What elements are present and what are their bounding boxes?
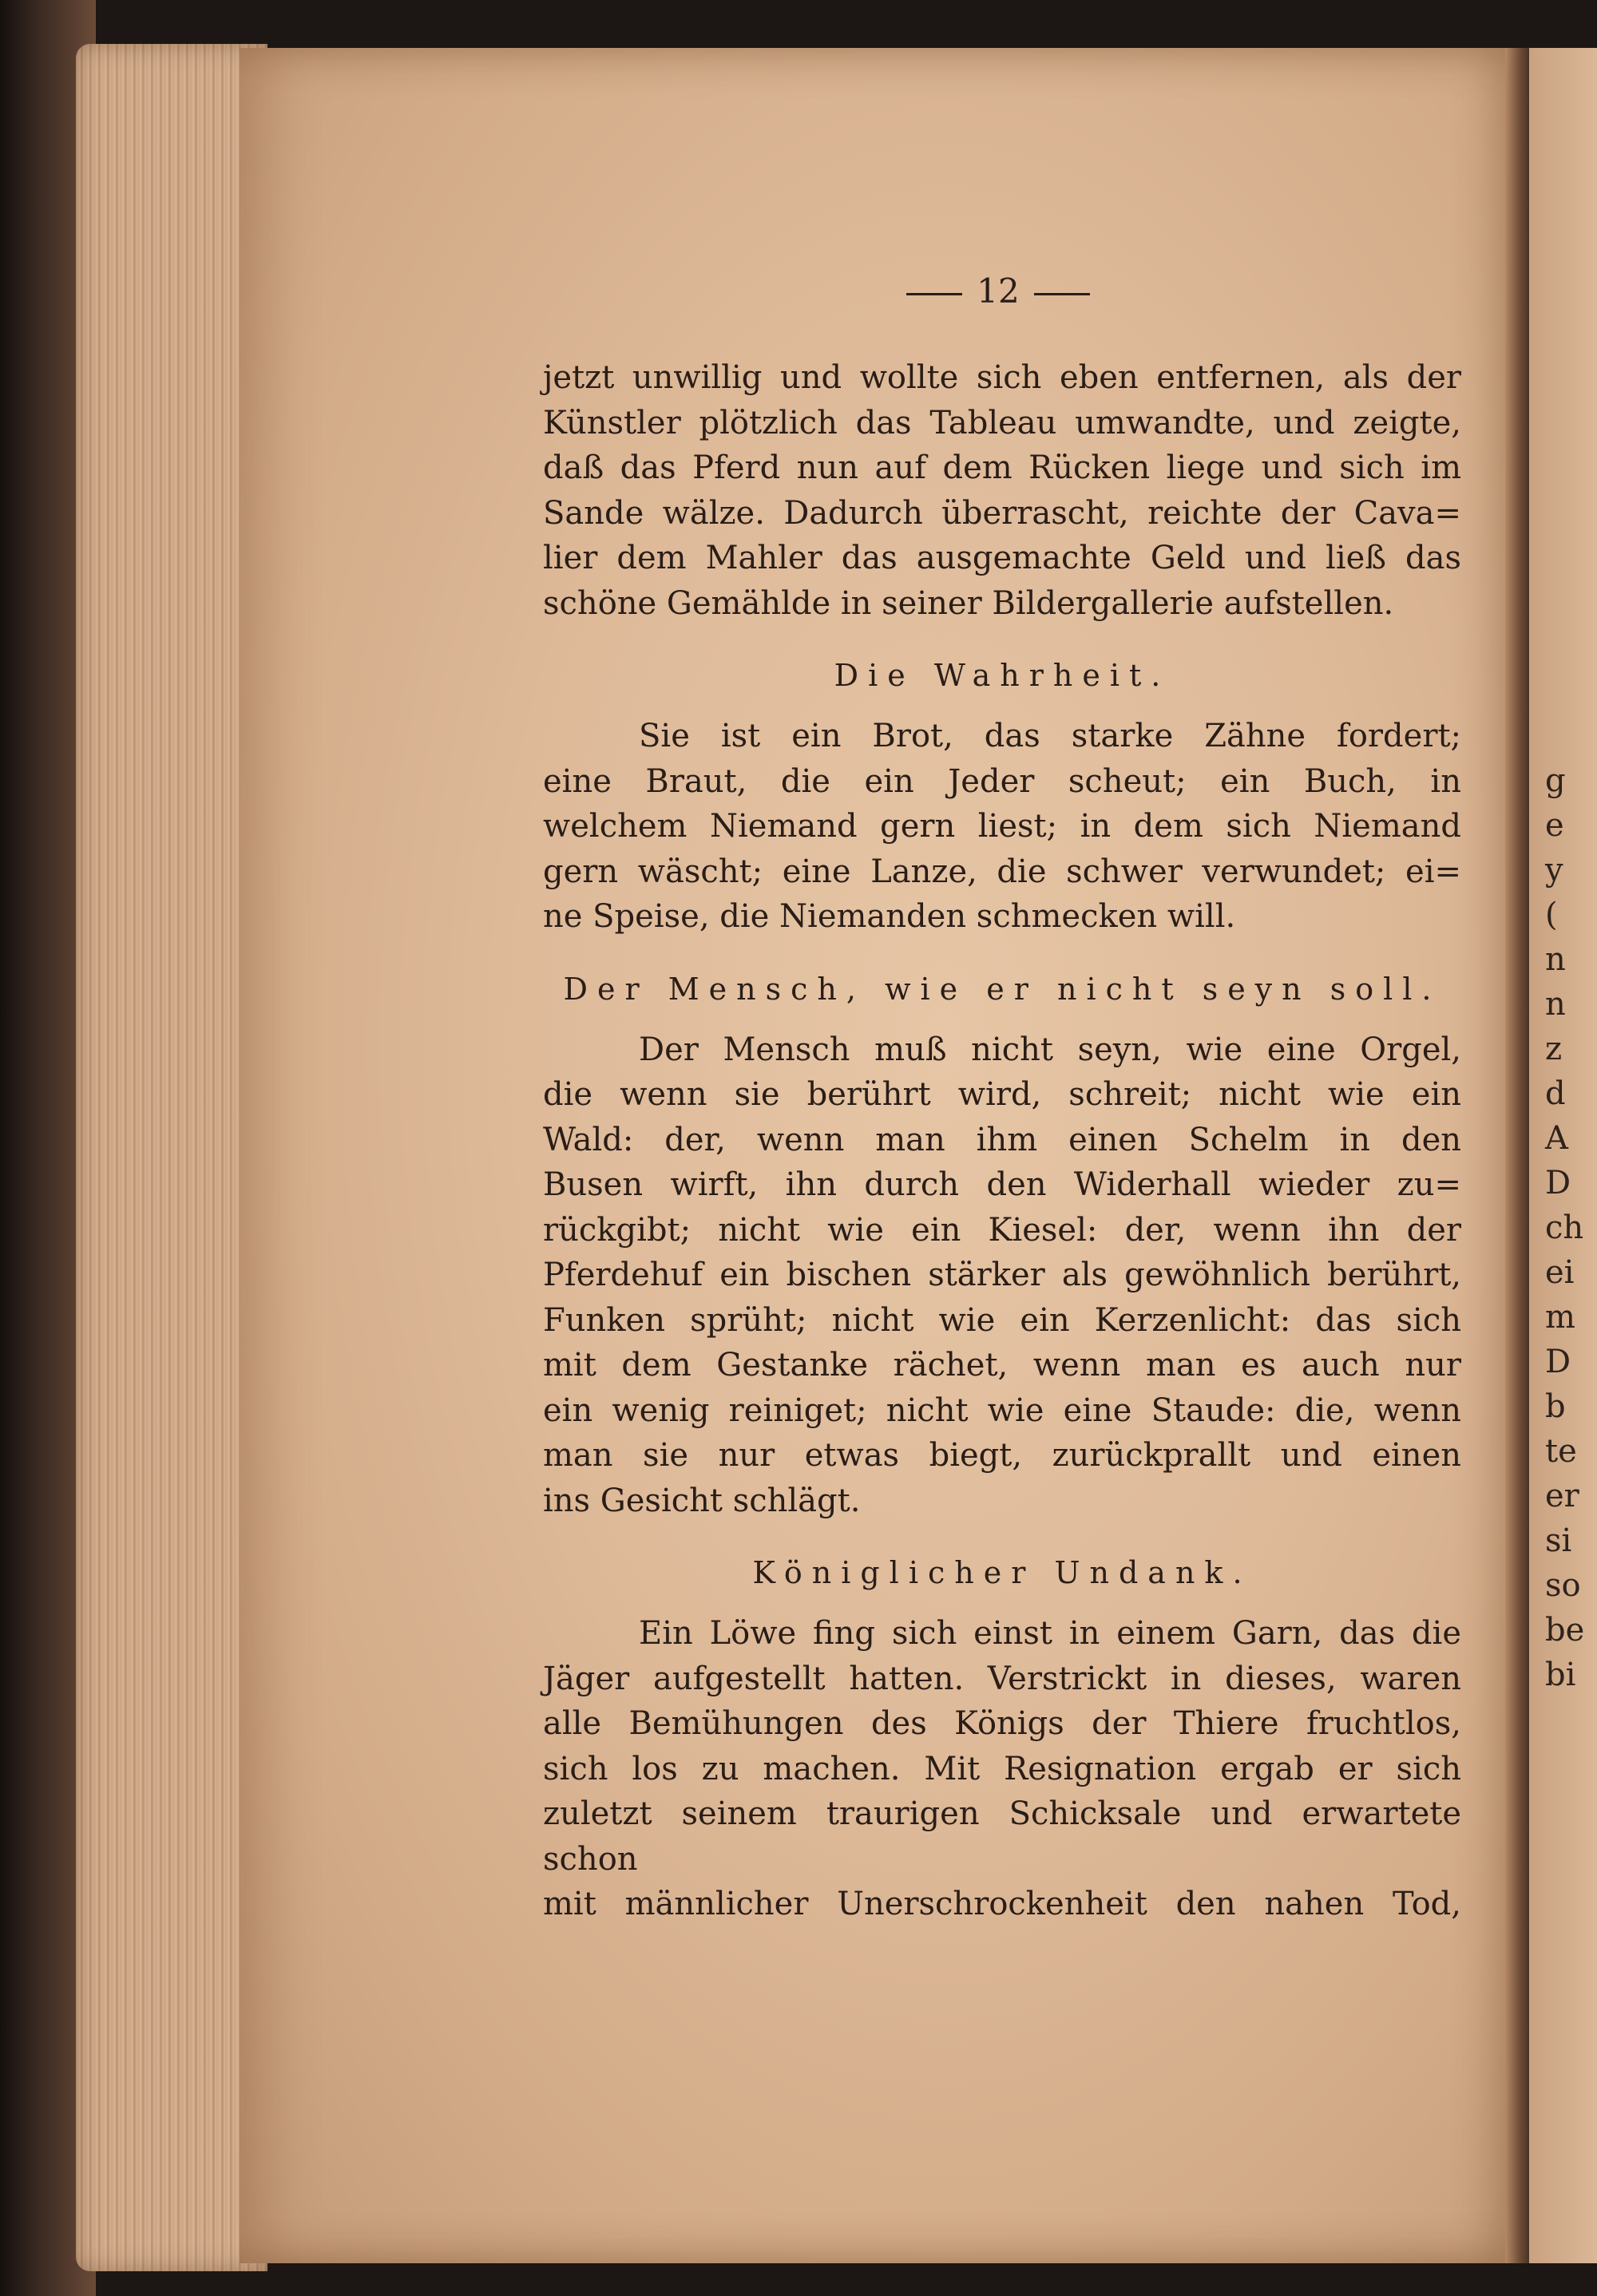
text-line: sich los zu machen. Mit Resignation ergab er sich <box>543 1750 1461 1787</box>
text-line: eine Braut, die ein Jeder scheut; ein Buch, in <box>543 762 1461 800</box>
text-line: Funken sprüht; nicht wie ein Kerzenlicht: das sich <box>543 1301 1461 1339</box>
next-page-fragment: b <box>1545 1388 1566 1425</box>
text-line: mit dem Gestanke rächet, wenn man es auch nur <box>543 1347 1461 1384</box>
text-line: Wald: der, wenn man ihm einen Schelm in den <box>543 1121 1461 1158</box>
text-line: die wenn sie berührt wird, schreit; nicht wie ein <box>543 1076 1461 1113</box>
section-paragraph-wahrheit <box>543 714 1461 940</box>
next-page-fragment: n <box>1545 986 1566 1023</box>
next-page-fragment: te <box>1545 1433 1577 1470</box>
page-number-dash-left <box>906 293 962 295</box>
intro-paragraph <box>543 355 1461 626</box>
text-line: ins Gesicht schlägt. <box>543 1482 861 1519</box>
next-page-fragment: er <box>1545 1478 1579 1514</box>
text-line: ne Speise, die Niemanden schmecken will. <box>543 898 1236 935</box>
next-page-fragment: n <box>1545 941 1566 978</box>
text-block <box>543 355 1461 1927</box>
next-page-fragment: y <box>1545 852 1563 889</box>
next-page-fragment: ei <box>1545 1254 1575 1291</box>
text-line: daß das Pferd nun auf dem Rücken liege und sich im <box>543 449 1461 486</box>
text-line: zuletzt seinem traurigen Schicksale und erwartete schon <box>543 1795 1461 1878</box>
text-line: Künstler plötzlich das Tableau umwandte, und zeigte, <box>543 404 1461 441</box>
text-line: Der Mensch muß nicht seyn, wie eine Orgel, <box>639 1031 1461 1068</box>
next-page-fragment: so <box>1545 1567 1581 1604</box>
text-line: Ein Löwe fing sich einst in einem Garn, das die <box>639 1615 1461 1652</box>
next-page-fragment: ( <box>1545 897 1558 933</box>
text-line: welchem Niemand gern liest; in dem sich Niemand <box>543 808 1461 845</box>
section-heading-wahrheit: Die Wahrheit. <box>834 658 1171 693</box>
text-line: Sande wälze. Dadurch überrascht, reichte der Cava= <box>543 494 1461 532</box>
text-line: mit männlicher Unerschrockenheit den nahen Tod, <box>543 1886 1461 1922</box>
text-line: jetzt unwillig und wollte sich eben entfernen, als der <box>543 359 1461 396</box>
text-line: Pferdehuf ein bischen stärker als gewöhnlich berührt, <box>543 1257 1461 1293</box>
next-page-fragment: e <box>1545 807 1564 844</box>
text-line: Jäger aufgestellt hatten. Verstrickt in dieses, waren <box>543 1660 1461 1697</box>
text-line: gern wäscht; eine Lanze, die schwer verwundet; ei= <box>543 853 1461 890</box>
next-page-edge <box>1529 48 1597 2263</box>
text-line: alle Bemühungen des Königs der Thiere fruchtlos, <box>543 1705 1461 1742</box>
text-line: lier dem Mahler das ausgemachte Geld und ließ das <box>543 540 1461 576</box>
text-line: schöne Gemählde in seiner Bildergallerie aufstellen. <box>543 584 1394 622</box>
text-line: ein wenig reiniget; nicht wie eine Staude: die, wenn <box>543 1391 1461 1429</box>
next-page-fragment: D <box>1545 1344 1571 1380</box>
text-line: rückgibt; nicht wie ein Kiesel: der, wenn ihn der <box>543 1211 1461 1249</box>
text-line: Sie ist ein Brot, das starke Zähne fordert; <box>639 718 1461 754</box>
page-number <box>878 271 1118 311</box>
section-heading-undank: Königlicher Undank. <box>752 1555 1252 1590</box>
next-page-fragment: bi <box>1545 1657 1576 1693</box>
section-paragraph-undank <box>543 1611 1461 1927</box>
next-page-fragment: be <box>1545 1612 1585 1649</box>
section-paragraph-mensch <box>543 1027 1461 1524</box>
next-page-fragment: d <box>1545 1075 1566 1112</box>
next-page-fragment: ch <box>1545 1209 1584 1246</box>
next-page-fragment: m <box>1545 1299 1575 1336</box>
next-page-fragment: z <box>1545 1031 1563 1067</box>
text-line: Busen wirft, ihn durch den Widerhall wieder zu= <box>543 1166 1461 1203</box>
page-number-text: 12 <box>977 271 1020 311</box>
page-number-dash-right <box>1034 293 1090 295</box>
next-page-fragment: D <box>1545 1165 1571 1201</box>
next-page-fragment: si <box>1545 1522 1572 1559</box>
next-page-fragment: A <box>1545 1120 1568 1157</box>
text-line: man sie nur etwas biegt, zurückprallt und einen <box>543 1437 1461 1474</box>
page-edges <box>76 44 267 2271</box>
next-page-fragment: g <box>1545 762 1566 799</box>
section-heading-mensch: Der Mensch, wie er nicht seyn soll. <box>563 971 1441 1007</box>
